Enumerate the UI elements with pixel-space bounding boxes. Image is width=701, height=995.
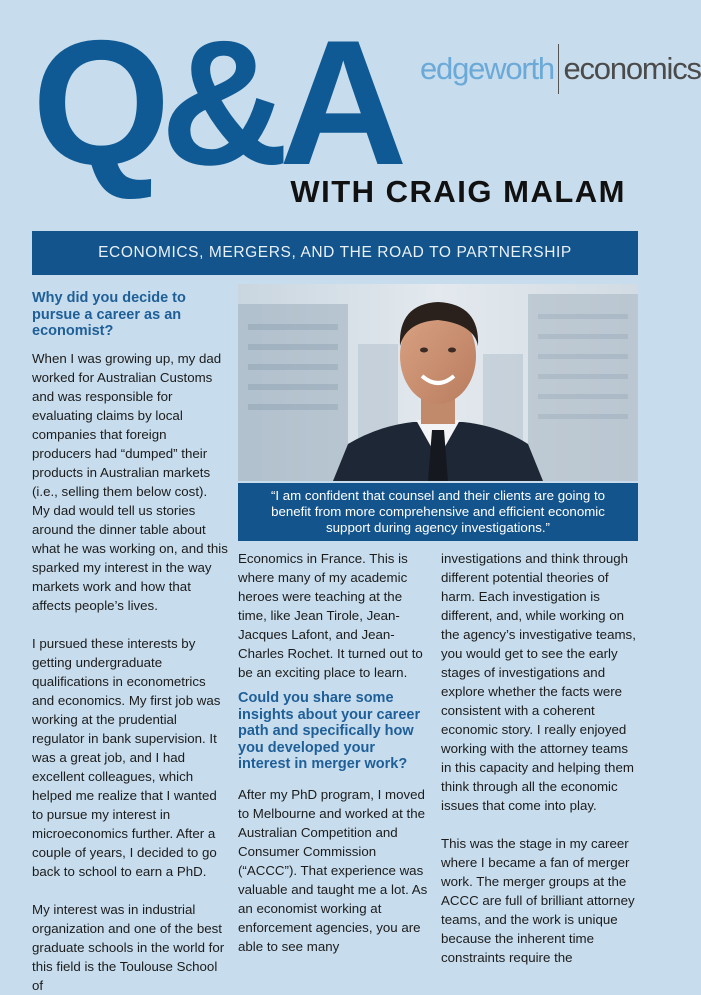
answer-1-paragraph-3-continued: Economics in France. This is where many of my academic heroes were teaching at the time, like Jean Tirole, Jean-Jacques Lafont, and Jean-Charles Rochet. It turned out to be an exciting place to learn. <box>238 551 423 680</box>
question-1: Why did you decide to pursue a career as an economist? <box>32 290 186 339</box>
answer-2-paragraph-1: After my PhD program, I moved to Melbourne and worked at the Australian Competition and Consumer Commission (“ACCC”). That experience was valuable and taught me a lot. As an economist working at enforcement agencies, you are able to see many <box>238 786 428 954</box>
answer-1-paragraph-3: My interest was in industrial organization and one of the best graduate schools in the world for this field is the Toulouse School of <box>32 901 225 993</box>
edgeworth-economics-logo <box>420 44 701 94</box>
column-3 <box>441 549 638 967</box>
logo-text-economics: economics <box>563 51 701 86</box>
column-1 <box>32 290 228 995</box>
pull-quote <box>238 483 638 541</box>
qa-title: Q&A <box>32 3 398 202</box>
portrait-photo <box>238 284 638 481</box>
portrait-illustration <box>238 284 638 481</box>
pull-quote-text: “I am confident that counsel and their clients are going to benefit from more comprehensive and efficient economic support during agency investigations.” <box>270 488 606 535</box>
question-2: Could you share some insights about your career path and specifically how you developed your interest in merger work? <box>238 690 421 772</box>
answer-1-paragraph-1: When I was growing up, my dad worked for Australian Customs and was responsible for evaluating claims by local companies that foreign producers had “dumped” their products in Australian markets (i.e., selling them below cost). My dad would tell us stories around the dinner table about what he was working on, and this sparked my interest in the way markets work and how that affects people’s lives. <box>32 350 228 613</box>
answer-1-paragraph-2: I pursued these interests by getting undergraduate qualifications in econometrics and economics. My first job was working at the prudential regulator in bank supervision. It was a great job, and I had excellent colleagues, which helped me realize that I wanted to pursue my interest in microeconomics further. After a couple of years, I decided to go back to school to earn a PhD. <box>32 635 221 879</box>
answer-2-paragraph-2: This was the stage in my career where I became a fan of merger work. The merger groups at the ACCC are full of brilliant attorney teams, and the work is unique because the inherent time constraints require the <box>441 836 635 965</box>
logo-text-edgeworth: edgeworth <box>420 51 554 86</box>
column-2 <box>238 549 430 956</box>
topic-banner <box>32 231 638 275</box>
topic-banner-text: ECONOMICS, MERGERS, AND THE ROAD TO PARTNERSHIP <box>98 244 572 261</box>
interview-subtitle: WITH CRAIG MALAM <box>290 174 626 209</box>
logo-divider <box>558 44 560 94</box>
answer-2-paragraph-1-continued: investigations and think through different potential theories of harm. Each investigation is different, and, while working on the agency’s investigative teams, you would get to see the early stages of investigations and explore whether the facts were consistent with a coherent economic story. I really enjoyed working with the attorney teams in this capacity and helping them think through all the economic issues that come into play. <box>441 551 636 813</box>
